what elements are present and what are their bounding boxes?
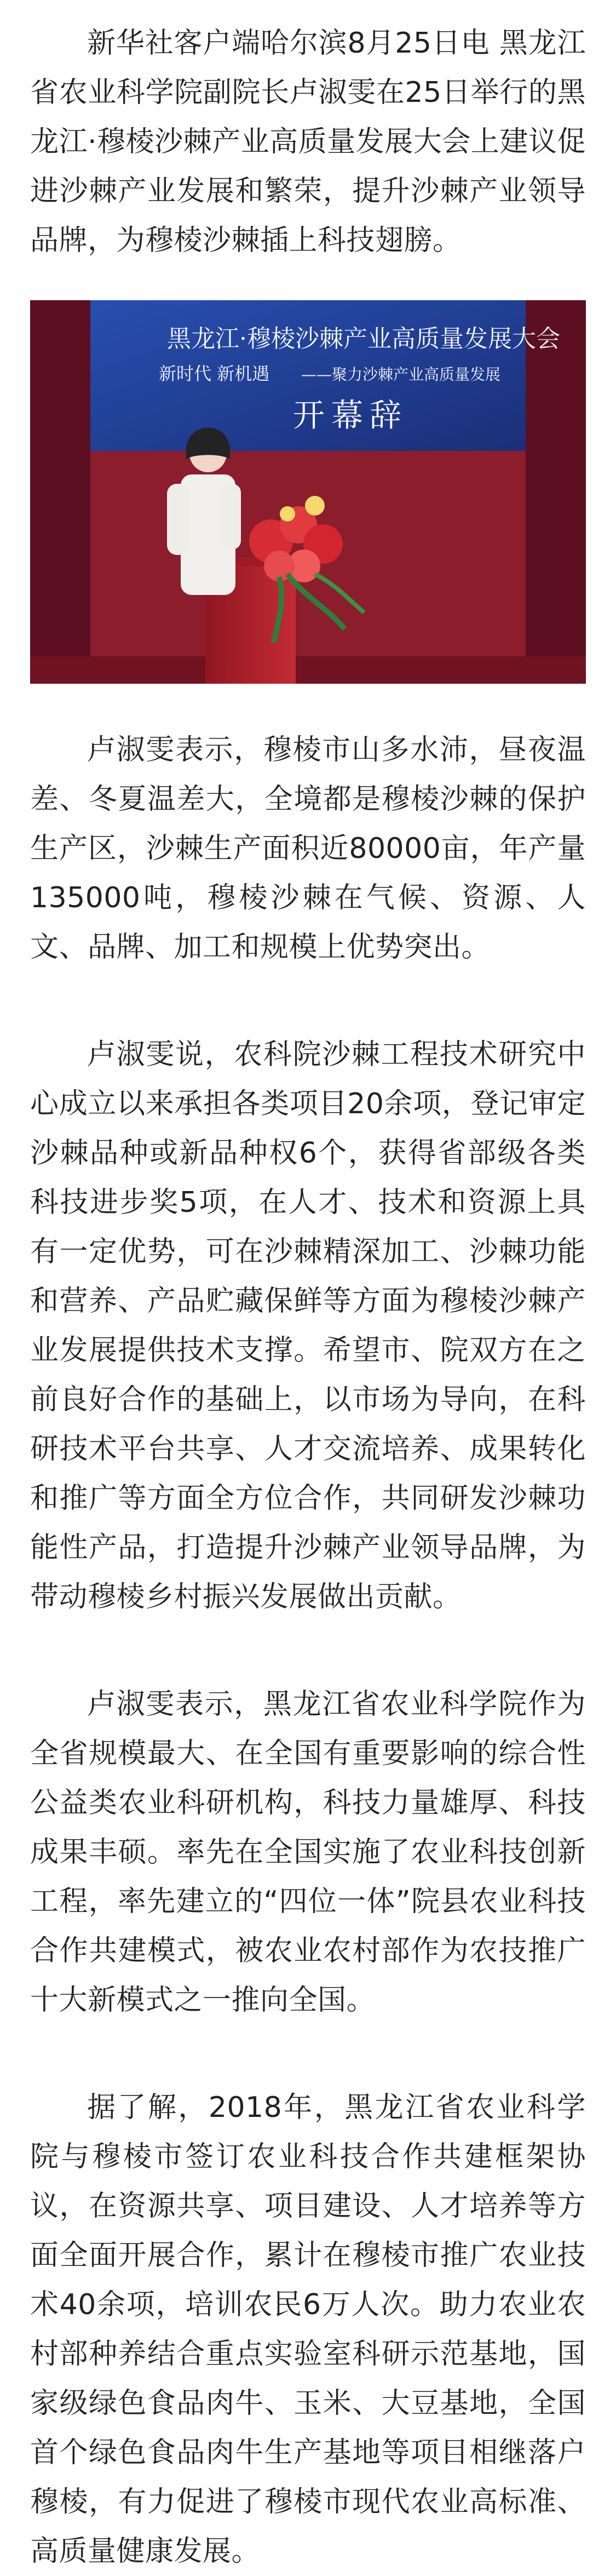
paragraph-academy: 卢淑雯表示，黑龙江省农业科学院作为全省规模最大、在全国有重要影响的综合性公益类农业科研机构，科技力量雄厚、科技成果丰硕。率先在全国实施了农业科技创新工程，率先建立的“四位一体”院县农业科技合作共建模式，被农业农村部作为农技推广十大新模式之一推向全国。 bbox=[30, 1688, 586, 2017]
speaker-left-arm bbox=[167, 484, 189, 555]
right-curtain bbox=[526, 300, 586, 684]
conference-photo-illustration bbox=[30, 300, 586, 684]
paragraph-advantages: 卢淑雯表示，穆棱市山多水沛，昼夜温差、冬夏温差大，全境都是穆棱沙棘的保护生产区，沙棘生产面积近80000亩，年产量135000吨，穆棱沙棘在气候、资源、人文、品牌、加工和规模上优势突出。 bbox=[30, 734, 586, 964]
banner-title: 黑龙江·穆棱沙棘产业高质量发展大会 bbox=[167, 325, 560, 353]
stage-floor bbox=[30, 656, 586, 684]
flower-yellow-2 bbox=[280, 506, 295, 522]
paragraph-research-center: 卢淑雯说，农科院沙棘工程技术研究中心成立以来承担各类项目20余项，登记审定沙棘品种或新品种权6个，获得省部级各类科技进步奖5项，在人才、技术和资源上具有一定优势，可在沙棘精深加工、沙棘功能和营养、产品贮藏保鲜等方面为穆棱沙棘产业发展提供技术支撑。希望市、院双方在之前良好合作的基础上，以市场为导向，在科研技术平台共享、人才交流培养、成果转化和推广等方面全方位合作，共同研发沙棘功能性产品，打造提升沙棘产业领导品牌，为带动穆棱乡村振兴发展做出贡献。 bbox=[30, 1038, 586, 1613]
screen-opening-text: 开幕辞 bbox=[293, 397, 408, 434]
banner-subtitle-right: ——聚力沙棘产业高质量发展 bbox=[301, 365, 501, 383]
banner-subtitle-left: 新时代 新机遇 bbox=[159, 363, 270, 384]
paragraph-gap bbox=[30, 2025, 586, 2083]
news-photo bbox=[30, 300, 586, 684]
speaker-right-arm bbox=[222, 484, 241, 549]
paragraph-cooperation: 据了解，2018年，黑龙江省农业科学院与穆棱市签订农业科技合作共建框架协议，在资源共享、项目建设、人才培养等方面全面开展合作，累计在穆棱市推广农业技术40余项，培训农民6万人次。助力农业农村部种养结合重点实验室科研示范基地，国家级绿色食品肉牛、玉米、大豆基地，全国首个绿色食品肉牛生产基地等项目相继落户穆棱，有力促进了穆棱市现代农业高标准、高质量健康发展。 bbox=[30, 2091, 586, 2568]
paragraph-lead: 新华社客户端哈尔滨8月25日电 黑龙江省农业科学院副院长卢淑雯在25日举行的黑龙江·穆棱沙棘产业高质量发展大会上建议促进沙棘产业发展和繁荣，提升沙棘产业领导品牌，为穆棱沙棘插上科技翅膀。 bbox=[30, 27, 586, 257]
left-curtain bbox=[30, 300, 90, 684]
paragraph-gap bbox=[30, 972, 586, 1030]
flower-yellow-1 bbox=[305, 496, 325, 516]
paragraph-gap bbox=[30, 1622, 586, 1680]
